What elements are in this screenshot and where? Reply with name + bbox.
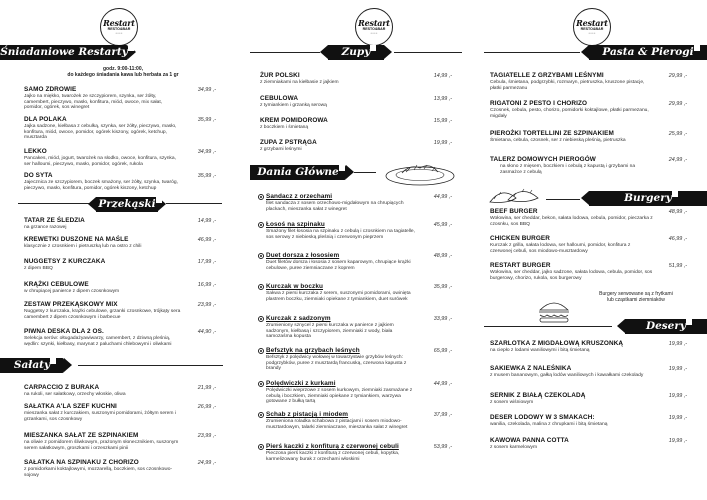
item-desc: Zrumieniony sznycel z piersi kurczaka w panierce z jajkiem sadzonym, kiełbasą i szczypiorem, ziemniaki z wody, biała samozaśma kopusta [266, 323, 394, 340]
item-price: 48,99 ,- [668, 209, 687, 215]
item-price: 15,99 ,- [433, 118, 452, 124]
item-desc: na oliwie z pomidorem śliwkowym, prażonym słonecznikiem, suszonym serem sałatkowym, groszkami i orzeszkami pinii [24, 440, 179, 451]
item-price: 29,99 ,- [668, 73, 687, 79]
item-price: 33,99 ,- [433, 316, 452, 322]
menu-item [24, 459, 216, 478]
breakfast-note: godz. 9:00-11:00, do każdego śniadania kawa lub herbata za 1 gr [67, 66, 179, 78]
item-name: TATAR ZE ŚLEDZIA [24, 217, 85, 224]
item-name: RESTART BURGER [490, 262, 551, 269]
item-name: KAWOWA PANNA COTTA [490, 437, 569, 444]
item-price: 44,90 ,- [197, 329, 216, 335]
section-banner-salads [0, 358, 64, 373]
item-desc: Sakwa z piersi kurczaka z serem, suszonymi pomidorami, owinięta plastrem boczku, ziemniaki opiekane z tymiankiem, duet surówek [266, 291, 411, 302]
item-name: Befsztyk na grzybach leśnych [266, 347, 360, 354]
item-desc: w chrupiącej panierce z dipem czosnkowym [24, 289, 120, 294]
menu-item [24, 116, 216, 141]
menu-item [490, 72, 687, 91]
item-price: 19,99 ,- [433, 140, 452, 146]
restart-logo [573, 8, 611, 46]
menu-item [24, 403, 216, 422]
section-title: Przekąski [98, 198, 156, 210]
item-desc: Kurczak z grilla, sałata lodowa, ser halloumi, pomidor, konfitura z czerwonej cebuli, sos miodowo-musztardowy [490, 243, 631, 254]
menu-item [260, 117, 452, 131]
item-desc: Jajecznica ze szczypiorem, boczek smażony, ser żółty, szynka, twaróg, pieczywo, masło, konfitura, pomidor, ogórek kiszony, ketchup [24, 180, 178, 191]
item-desc: Befsztyk z polędwicy wołowej w towarzystwie grzybów leśnych: podgrzybków, puree z musztardą francuską, czerwona kapusta z brandy [266, 355, 407, 372]
restart-logo [100, 8, 138, 46]
item-name: SAKIEWKA Z NALEŚNIKA [490, 365, 572, 372]
logo-dots: • • • • [115, 31, 123, 35]
divider-line [78, 365, 223, 366]
item-price: 44,99 ,- [433, 381, 452, 387]
menu-item [490, 437, 687, 451]
item-price: 19,99 ,- [668, 393, 687, 399]
item-price: 53,99 ,- [433, 444, 452, 450]
item-desc: z grzybami leśnymi [260, 147, 302, 152]
logo-sub: RESTO&BAR [580, 27, 604, 31]
menu-item [260, 72, 452, 86]
item-price: 23,99 ,- [197, 433, 216, 439]
item-price: 34,99 ,- [197, 87, 216, 93]
item-name: MIESZANKA SAŁAT ZE SZPINAKIEM [24, 432, 139, 439]
divider-line [394, 52, 462, 53]
item-price: 14,99 ,- [197, 218, 216, 224]
divider-line [18, 203, 90, 204]
menu-column-middle [236, 0, 472, 500]
item-desc: Smażony filet łososia na szpinaku z cebulą i czosnkiem na tagiatelle, sos serowy z niebieską pleśnią i czerwonym pieprzem [266, 229, 415, 240]
menu-item [490, 156, 687, 175]
section-banner-burgers [589, 191, 707, 206]
menu-item [24, 236, 216, 250]
item-name: SAMO ZDROWIE [24, 86, 77, 93]
item-price: 24,99 ,- [668, 157, 687, 163]
item-price: 19,99 ,- [668, 438, 687, 444]
item-price: 26,99 ,- [197, 404, 216, 410]
item-name: ŻUR POLSKI [260, 72, 300, 79]
menu-item [24, 172, 216, 191]
menu-item [266, 193, 452, 212]
menu-item [24, 258, 216, 272]
section-title: Dania Główne [257, 166, 339, 178]
logo-sub: RESTO&BAR [107, 27, 131, 31]
logo-name: Restart [103, 18, 135, 28]
menu-item [490, 262, 687, 281]
menu-item [260, 139, 452, 153]
logo-sub: RESTO&BAR [362, 27, 386, 31]
item-name: SAŁATKA A'LA SZEF KUCHNI [24, 403, 117, 410]
item-desc: Jajka sadzone, kiełbasa z cebulką, szynka, ser żółty, pieczywo, masło, konfitura, miód, owoce, pomidor, ogórek kiszony, ogórek, ketchup, musztarda [24, 124, 177, 141]
divider-line [484, 52, 580, 53]
item-name: SERNIK Z BIAŁĄ CZEKOLADĄ [490, 392, 586, 399]
item-desc: Wołowina, ser cheddar, bekon, sałata lodowa, cebula, pomidor, pieczarka z czosnku, sos BBQ [490, 216, 653, 227]
menu-item [266, 443, 452, 462]
item-desc: wanilia, czekolada, malina z chrupkami i bitą śmietaną [490, 422, 608, 427]
item-desc: Śmietana, cebula, czosnek, ser z niebieską pleśnią, pietruszka [490, 138, 626, 143]
item-name: Pierś kaczki z konfiturą z czerwonej cebuli [266, 443, 399, 450]
item-price: 13,99 ,- [433, 96, 452, 102]
menu-item [266, 347, 452, 372]
divider-line [484, 326, 612, 327]
item-name: Duet dorsza z łososiem [266, 252, 340, 259]
item-desc: z tymiankiem i grzanką serową [260, 103, 327, 108]
item-name: Kurczak w boczku [266, 283, 323, 290]
item-name: Schab z pistacją i miodem [266, 411, 349, 418]
item-desc: na grzance razowej [24, 225, 67, 230]
menu-item [24, 384, 216, 398]
burger-illustration [536, 300, 572, 324]
item-desc: filet sandacza z sosem orzechowo-migdałowym na chrupiących plackach, mieszanka sałat z winegret [266, 201, 404, 212]
item-price: 46,99 ,- [668, 236, 687, 242]
menu-item [260, 95, 452, 109]
item-desc: na ciepło z lodami waniliowymi i bitą śmietaną [490, 348, 590, 353]
menu-column-left [0, 0, 236, 500]
item-price: 16,99 ,- [197, 282, 216, 288]
menu-item [266, 380, 452, 405]
item-price: 19,99 ,- [668, 415, 687, 421]
divider-line [354, 172, 376, 173]
item-desc: Jajko na miękko, twarożek ze szczypiorem, szynka, ser żółty, camembert, pieczywo, masło, konfitura, miód, owoce, mix sałat, pomidor, ogórek, sos winegret [24, 94, 163, 111]
logo-dots: • • • • [588, 31, 596, 35]
item-name: KRĄŻKI CEBULOWE [24, 281, 89, 288]
item-desc: Cebula, śmietana, podgrzybki, rozmaryn, pietruszka, kruszone pistacje, płatki parmezanu [490, 80, 645, 91]
item-name: CARPACCIO Z BURAKA [24, 384, 100, 391]
item-desc: Duet filetów dorsza i łososia z sosem kaparowym, chrupiące krążki cebulowe, puree ziemniaczane z koprem [266, 260, 411, 271]
logo-dots: • • • • [370, 31, 378, 35]
section-title: Pasta & Pierogi [602, 46, 694, 58]
item-desc: na rukoli, ser sałatkowy, orzechy włoskie, oliwa [24, 392, 126, 397]
divider-line [250, 52, 320, 53]
item-name: Polędwiczki z kurkami [266, 380, 336, 387]
item-name: Sandacz z orzechami [266, 193, 333, 200]
item-desc: Pieczona pierś kaczki z konfiturą z czerwonej cebuli, kopytka, karmelizowany burak z orzechami włoskimi [266, 451, 400, 462]
item-price: 19,99 ,- [668, 366, 687, 372]
item-name: PIEROŻKI TORTELLINI ZE SZPINAKIEM [490, 130, 614, 137]
item-name: KREM POMIDOROWA [260, 117, 328, 124]
menu-item [266, 411, 452, 430]
item-name: Łosoś na szpinaku [266, 221, 325, 228]
item-desc: klasycznie z czosnkiem i pietruszką lub na ostro z chili [24, 244, 142, 249]
item-name: CEBULOWA [260, 95, 299, 102]
item-name: BEEF BURGER [490, 208, 538, 215]
menu-item [490, 340, 687, 354]
item-name: DLA POLAKA [24, 116, 67, 123]
item-desc: mieszanka sałat z kurczakiem, suszonymi pomidorami, żółtym serem i grzankami, sos czosnkowy [24, 411, 176, 422]
menu-item [490, 100, 687, 119]
section-banner-breakfast [0, 45, 128, 60]
menu-item [490, 365, 687, 379]
item-price: 23,99 ,- [197, 302, 216, 308]
item-price: 44,99 ,- [433, 194, 452, 200]
item-desc: z sosem wiśniowym [490, 400, 534, 405]
item-price: 29,99 ,- [668, 101, 687, 107]
menu-item [266, 221, 452, 240]
item-price: 21,99 ,- [197, 385, 216, 391]
item-name: PIWNA DESKA DLA 2 OS. [24, 328, 104, 335]
section-title: Burgery [624, 192, 672, 204]
item-name: SZARLOTKA Z MIGDAŁOWĄ KRUSZONKĄ [490, 340, 624, 347]
item-price: 65,99 ,- [433, 348, 452, 354]
item-desc: z pomidorkami koktajlowymi, mozzarellą, boczkiem, sos czosnkowo-sojowy [24, 467, 173, 478]
item-name: LEKKO [24, 148, 47, 155]
item-price: 14,99 ,- [433, 73, 452, 79]
section-title: Desery [645, 320, 686, 332]
item-desc: z boczkiem i śmietaną [260, 125, 309, 130]
section-title: Zupy [341, 46, 371, 58]
item-desc: Zrumieniona roladka schabowa z pistacjami i sosem miodowo-musztardowym, talarki ziemniaczane, mieszanka sałat z winegret [266, 419, 408, 430]
section-banner-soups [328, 45, 384, 60]
menu-item [490, 414, 687, 428]
item-desc: z dipem BBQ [24, 266, 53, 271]
item-name: ZESTAW PRZEKĄSKOWY MIX [24, 301, 118, 308]
menu-item [24, 301, 216, 320]
item-price: 24,99 ,- [197, 460, 216, 466]
item-price: 48,99 ,- [433, 253, 452, 259]
menu-item [266, 283, 452, 302]
item-name: DO SYTA [24, 172, 53, 179]
section-banner-mains [250, 165, 346, 180]
item-desc: Pancakes, miód, jogurt, twarożek na słodko, owoce, konfitura, szynka, ser halloumi, pieczywo, masło, pomidor, ogórek, rukola [24, 156, 176, 167]
plate-illustration [382, 158, 458, 186]
menu-item [266, 252, 452, 271]
divider-line [546, 199, 580, 200]
section-title: Śniadaniowe Restarty [0, 46, 128, 58]
item-name: TAGIATELLE Z GRZYBAMI LEŚNYMI [490, 72, 604, 79]
menu-item [490, 208, 687, 227]
item-price: 35,99 ,- [197, 173, 216, 179]
item-name: DESER LODOWY W 3 SMAKACH: [490, 414, 595, 421]
item-name: Kurczak z sadzonym [266, 315, 331, 322]
item-desc: Nuggetsy z kurczaka, krążki cebulowe, grzanki czosnkowe, trójkąty sera camembert z dipem czosnkowym i barbecue [24, 309, 181, 320]
item-price: 34,99 ,- [197, 149, 216, 155]
item-price: 46,99 ,- [197, 237, 216, 243]
item-desc: Czosnek, cebula, pesto, chorizo, pomidorki koktajlowe, płatki parmezanu, migdały [490, 108, 649, 119]
item-price: 51,99 ,- [668, 263, 687, 269]
item-price: 35,99 ,- [197, 117, 216, 123]
menu-column-right [472, 0, 707, 500]
item-desc: na słono z mięsem, boczkiem i cebulą z kapustą i grzybami na zasmażce z cebulą [500, 164, 636, 175]
restart-logo [355, 8, 393, 46]
item-desc: z ziemniakami na kiełbasie z jajkiem [260, 80, 339, 85]
item-desc: z sosem karmelowym [490, 445, 538, 450]
menu-item [24, 86, 216, 111]
item-desc: Selekcja serów: ołtugadażyawiwarzy, camembert, z dziwną pleśnią, wędlin: szynki, kiełbasy, marynat z paluchami chlebowymi i oliwkami [24, 336, 172, 347]
item-price: 45,99 ,- [433, 222, 452, 228]
pierogi-illustration [486, 184, 542, 208]
menu-item [490, 392, 687, 406]
logo-name: Restart [576, 18, 608, 28]
item-price: 37,99 ,- [433, 412, 452, 418]
item-name: TALERZ DOMOWYCH PIEROGÓW [490, 156, 596, 163]
menu-item [24, 432, 216, 451]
item-name: ZUPA Z PSTRĄGA [260, 139, 317, 146]
item-price: 35,99 ,- [433, 284, 452, 290]
section-banner-snacks [96, 197, 158, 212]
menu-item [490, 235, 687, 254]
item-name: KREWETKI DUSZONE NA MAŚLE [24, 236, 129, 243]
section-banner-pasta [589, 45, 707, 60]
item-desc: Polędwiczki wieprzowe z sosem kurkowym, ziemniaki zasmażane z cebulą i boczkiem, ziemniaki opiekane z tymiankiem, warzywa gotowane z bułką tartą [266, 388, 413, 405]
item-desc: Wołowina, ser cheddar, jajko sadzone, sałata lodowa, cebula, pomidor, sos burgerowy, chorizo, rukola, sos burgerowy [490, 270, 653, 281]
burger-note: Burgery serwowane są z frytkami lub cząstkami ziemniaków [599, 291, 673, 303]
logo-name: Restart [358, 18, 390, 28]
menu-item [24, 328, 216, 347]
item-name: RIGATONI Z PESTO I CHORIZO [490, 100, 588, 107]
item-desc: z musem bananowym, gałką lodów waniliowych i kawałkami czekolady [490, 373, 644, 378]
menu-item [24, 217, 216, 231]
divider-line [166, 203, 222, 204]
menu-item [24, 148, 216, 167]
item-price: 19,99 ,- [668, 341, 687, 347]
item-name: CHICKEN BURGER [490, 235, 550, 242]
item-name: NUGGETSY Z KURCZAKA [24, 258, 106, 265]
item-price: 17,99 ,- [197, 259, 216, 265]
section-banner-desserts [625, 319, 707, 334]
menu-item [266, 315, 452, 340]
menu-item [490, 130, 687, 144]
item-name: SAŁATKA NA SZPINAKU Z CHORIZO [24, 459, 139, 466]
menu-item [24, 281, 216, 295]
item-price: 25,99 ,- [668, 131, 687, 137]
section-title: Sałaty [13, 359, 51, 371]
